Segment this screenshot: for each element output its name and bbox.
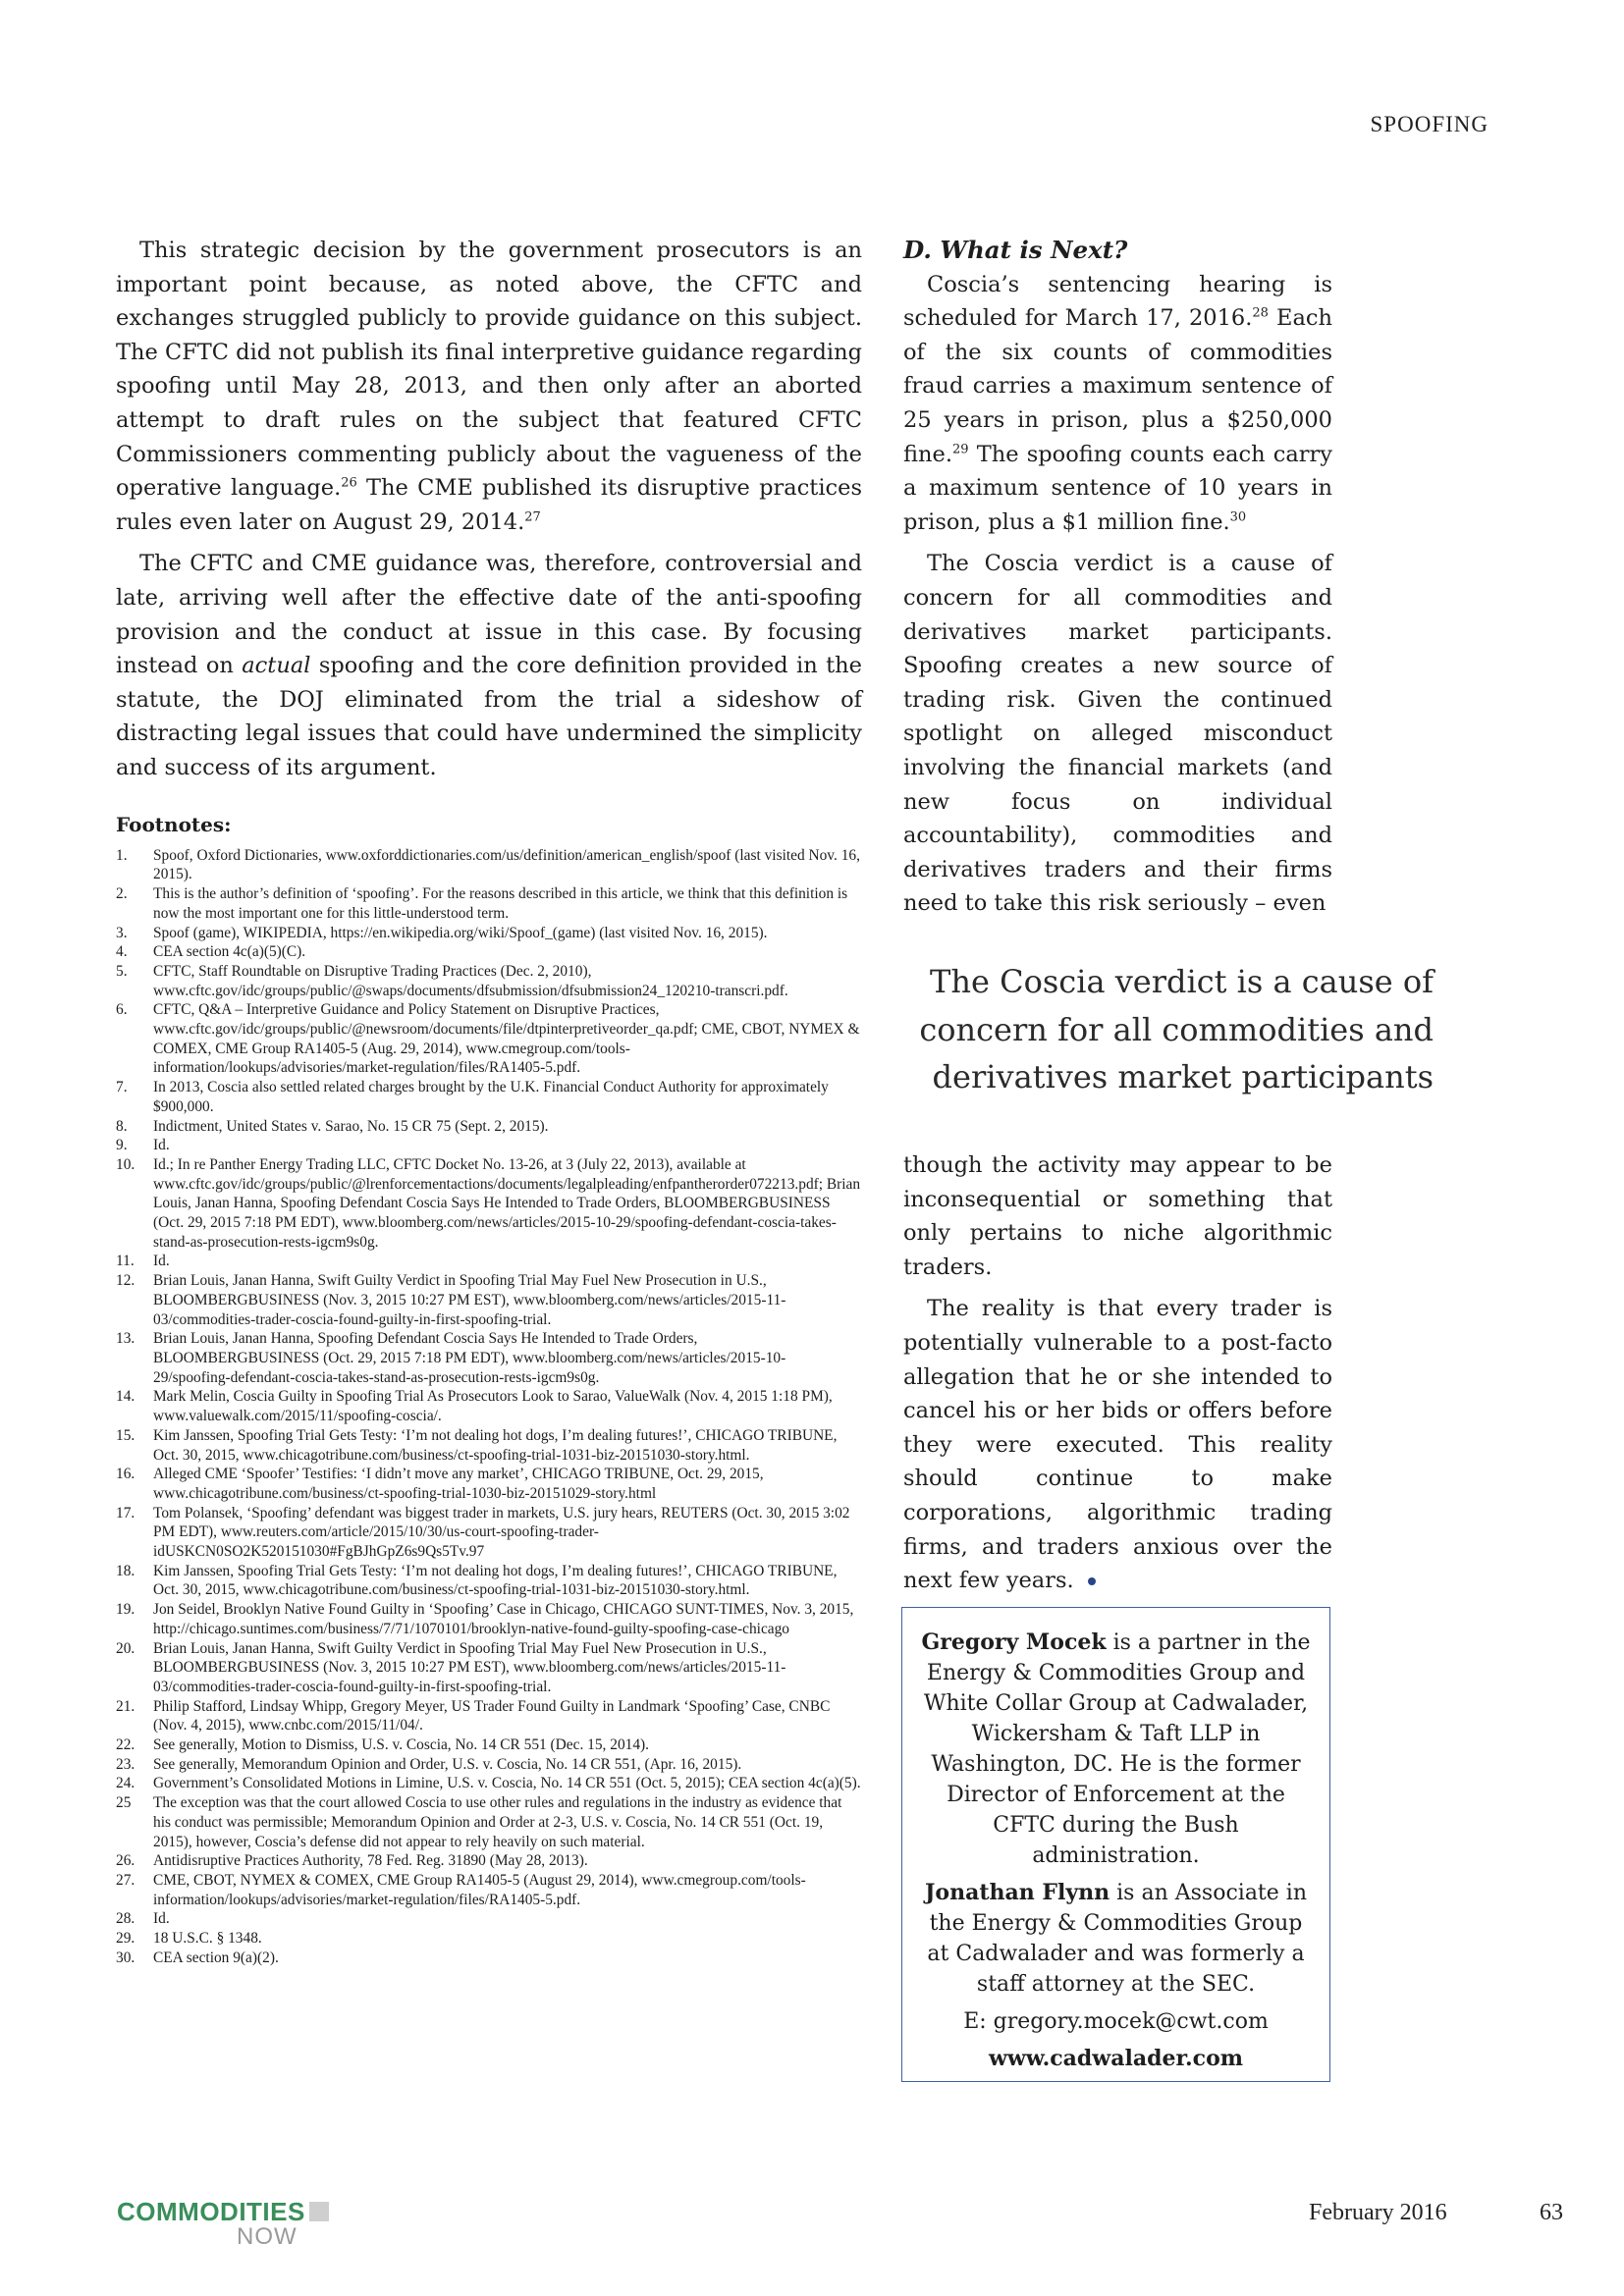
footnote-text: This is the author’s definition of ‘spoofing’. For the reasons described in this article, we think that this definition is now the most important one for this little-understood term.: [153, 885, 848, 922]
right-column-continued: [903, 1148, 1332, 1606]
footnote-text: CME, CBOT, NYMEX & COMEX, CME Group RA1405-5 (August 29, 2014), www.cmegroup.com/tools-information/lookups/advisories/market-regulation/files/RA1405-5.pdf.: [153, 1871, 806, 1908]
footnote-item: [116, 1755, 862, 1775]
footnote-text: CEA section 4c(a)(5)(C).: [153, 943, 306, 961]
footnote-item: [116, 1078, 862, 1116]
body-paragraph: The Coscia verdict is a cause of concern for all commodities and derivatives market participants. Spoofing creates a new source of trading risk. Given the continued spotlight on alleged misconduct involving the financial markets (and new focus on individual accountability), commodities and derivatives traders and their firms need to take this risk seriously – even: [903, 551, 1332, 917]
footnote-item: [116, 1000, 862, 1078]
footnote-item: [116, 1929, 862, 1949]
author-bio: Gregory Mocek is a partner in the Energy & Commodities Group and White Collar Group at Cadwalader, Wickersham & Taft LLP in Washington, DC. He is the former Director of Enforcement at the CFTC during the Bush administration.: [921, 1629, 1311, 1868]
footnote-text: Id.; In re Panther Energy Trading LLC, CFTC Docket No. 13-26, at 3 (July 22, 2013), available at www.cftc.gov/idc/groups/public/@lrenforcementactions/documents/legalpleading/enfpantherorder072213.pdf; Brian Louis, Janan Hanna, Spoofing Defendant Coscia Says He Intended to Trade Orders, BLOOMBERGBUSINESS (Oct. 29, 2015 7:18 PM EDT), www.bloomberg.com/news/articles/2015-10-29/spoofing-defendant-coscia-takes-stand-as-prosecution-rests-igcm9s0g.: [153, 1155, 861, 1251]
footnote-item: [116, 1271, 862, 1329]
body-paragraph: Coscia’s sentencing hearing is scheduled for March 17, 2016.28 Each of the six counts of commodities fraud carries a maximum sentence of 25 years in prison, plus a $250,000 fine.$^{29}$ The spoofing counts each carry a maximum sentence of 10 years in prison, plus a $1 million fine.$^{30}$: [903, 271, 1332, 535]
author-bio: Jonathan Flynn is an Associate in the Energy & Commodities Group at Cadwalader and was formerly a staff attorney at the SEC.: [925, 1880, 1307, 1997]
footnote-ref[interactable]: 29: [951, 442, 969, 457]
footnote-item: [116, 1909, 862, 1929]
end-of-article-bullet-icon: [1088, 1577, 1096, 1585]
footnote-item: [116, 846, 862, 884]
footnote-item: [116, 1562, 862, 1600]
section-heading: D. What is Next?: [903, 236, 1128, 264]
footnote-text: CFTC, Staff Roundtable on Disruptive Trading Practices (Dec. 2, 2010), www.cftc.gov/idc/groups/public/@swaps/documents/dfsubmission/dfsubmission24_120210-transcri.pdf.: [153, 962, 788, 999]
footnote-text: Government’s Consolidated Motions in Limine, U.S. v. Coscia, No. 14 CR 551 (Oct. 5, 2015); CEA section 4c(a)(5).: [153, 1775, 861, 1792]
footnote-text: Antidisruptive Practices Authority, 78 Fed. Reg. 31890 (May 28, 2013).: [153, 1852, 588, 1870]
footnote-item: [116, 1465, 862, 1503]
footnote-number: 1.: [116, 846, 128, 864]
footnote-text: The exception was that the court allowed Coscia to use other rules and regulations in the industry as evidence that his conduct was permissible; Memorandum Opinion and Order at 2-3, U.S. v. Coscia, No. 14 CR 551 (Oct. 19, 2015), however, Coscia’s defense did not appear to rely heavily on such material.: [153, 1794, 842, 1850]
footnote-text: Brian Louis, Janan Hanna, Spoofing Defendant Coscia Says He Intended to Trade Orders, BLOOMBERGBUSINESS (Oct. 29, 2015 7:18 PM EDT), www.bloomberg.com/news/articles/2015-10-29/spoofing-defendant-coscia-takes-stand-as-prosecution-rests-igcm9s0g.: [153, 1330, 786, 1386]
footnote-text: Brian Louis, Janan Hanna, Swift Guilty Verdict in Spoofing Trial May Fuel New Prosecution in U.S., BLOOMBERGBUSINESS (Nov. 3, 2015 10:27 PM EST), www.bloomberg.com/news/articles/2015-11-03/commodities-trader-coscia-found-guilty-in-first-spoofing-trial.: [153, 1639, 786, 1695]
author-email[interactable]: E: gregory.mocek@cwt.com: [963, 2009, 1269, 2034]
footnotes-list: [116, 846, 862, 1968]
footnote-ref[interactable]: 27: [524, 509, 541, 525]
footnote-item: [116, 1117, 862, 1137]
footnote-text: Indictment, United States v. Sarao, No. 15 CR 75 (Sept. 2, 2015).: [153, 1117, 549, 1135]
footnote-item: [116, 1735, 862, 1755]
footnote-number: 4.: [116, 943, 128, 961]
footnote-number: 28.: [116, 1910, 135, 1928]
footnote-item: [116, 1155, 862, 1253]
author-bio-box: [901, 1607, 1330, 2082]
footnote-item: [116, 1252, 862, 1271]
footnote-number: 16.: [116, 1466, 135, 1483]
footnote-text: Spoof, Oxford Dictionaries, www.oxforddictionaries.com/us/definition/american_english/spoof (last visited Nov. 16, 2015).: [153, 846, 860, 883]
footnote-number: 30.: [116, 1949, 135, 1966]
footnote-item: [116, 1504, 862, 1562]
website-link[interactable]: www.cadwalader.com: [988, 2046, 1244, 2071]
footnote-number: 21.: [116, 1697, 135, 1715]
footnote-number: 18.: [116, 1562, 135, 1579]
issue-date: February 2016: [1309, 2200, 1447, 2225]
footnote-item: [116, 1600, 862, 1638]
footnote-number: 3.: [116, 924, 128, 941]
footnote-text: Id.: [153, 1137, 170, 1154]
footnote-item: [116, 924, 862, 943]
footnotes-heading: Footnotes:: [116, 813, 232, 836]
footnote-number: 7.: [116, 1079, 128, 1096]
footnote-text: Brian Louis, Janan Hanna, Swift Guilty Verdict in Spoofing Trial May Fuel New Prosecution in U.S., BLOOMBERGBUSINESS (Nov. 3, 2015 10:27 PM EST), www.bloomberg.com/news/articles/2015-11-03/commodities-trader-coscia-found-guilty-in-first-spoofing-trial.: [153, 1272, 786, 1328]
footnote-item: [116, 962, 862, 1000]
footnote-text: Id.: [153, 1910, 170, 1928]
footnote-number: 10.: [116, 1155, 135, 1173]
footnote-item: [116, 1329, 862, 1387]
footnote-item: [116, 1774, 862, 1793]
footnote-text: Mark Melin, Coscia Guilty in Spoofing Trial As Prosecutors Look to Sarao, ValueWalk (Nov. 4, 2015 1:18 PM), www.valuewalk.com/2015/11/spoofing-coscia/.: [153, 1388, 833, 1425]
footnote-text: See generally, Motion to Dismiss, U.S. v. Coscia, No. 14 CR 551 (Dec. 15, 2014).: [153, 1736, 649, 1754]
footnote-text: Spoof (game), WIKIPEDIA, https://en.wikipedia.org/wiki/Spoof_(game) (last visited Nov. 16, 2015).: [153, 924, 768, 941]
footnote-number: 22.: [116, 1736, 135, 1754]
footnote-text: CFTC, Q&A – Interpretive Guidance and Policy Statement on Disruptive Practices, www.cftc.gov/idc/groups/public/@newsroom/documents/file/dtpinterpretiveorder_qa.pdf; CME, CBOT, NYMEX & COMEX, CME Group RA1405-5 (Aug. 29, 2014), www.cmegroup.com/tools-information/lookups/advisories/market-regulation/files/RA1405-5.pdf.: [153, 1001, 860, 1077]
footnote-item: [116, 884, 862, 923]
footnote-item: [116, 1697, 862, 1735]
footnote-text: Kim Janssen, Spoofing Trial Gets Testy: ‘I’m not dealing hot dogs, I’m dealing futures!’, CHICAGO TRIBUNE, Oct. 30, 2015, www.chicagotribune.com/business/ct-spoofing-trial-1031-biz-20151030-story.html.: [153, 1562, 838, 1599]
footnote-number: 5.: [116, 962, 128, 980]
footnote-number: 19.: [116, 1601, 135, 1619]
footnote-number: 6.: [116, 1001, 128, 1019]
footnote-number: 15.: [116, 1426, 135, 1444]
footnote-number: 23.: [116, 1755, 135, 1773]
footnote-number: 13.: [116, 1330, 135, 1348]
footnote-number: 11.: [116, 1253, 135, 1270]
footnote-number: 8.: [116, 1117, 128, 1135]
author-name: Jonathan Flynn: [925, 1880, 1110, 1905]
footnote-item: [116, 1639, 862, 1697]
footnote-text: In 2013, Coscia also settled related charges brought by the U.K. Financial Conduct Authority for approximately $900,000.: [153, 1079, 829, 1115]
commodities-now-logo: COMMODITIES NOW: [117, 2199, 329, 2249]
body-paragraph: The CFTC and CME guidance was, therefore, controversial and late, arriving well after the effective date of the anti-spoofing provision and the conduct at issue in this case. By focusing instead on actual spoofing and the core definition provided in the statute, the DOJ eliminated from the trial a sideshow of distracting legal issues that could have undermined the simplicity and success of its argument.: [116, 551, 862, 780]
footnote-number: 26.: [116, 1852, 135, 1870]
footnote-item: [116, 1851, 862, 1871]
body-paragraph: though the activity may appear to be inconsequential or something that only pertains to niche algorithmic traders.: [903, 1152, 1332, 1280]
body-paragraph: This strategic decision by the government prosecutors is an important point because, as noted above, the CFTC and exchanges struggled publicly to provide guidance on this subject. The CFTC did not publish its final interpretive guidance regarding spoofing until May 28, 2013, and then only after an aborted attempt to draft rules on the subject that featured CFTC Commissioners commenting publicly about the vagueness of the operative language.$^{26}$ The CME published its disruptive practices rules even later on August 29, 2014.27: [116, 238, 862, 535]
footnote-ref[interactable]: 28: [1252, 305, 1269, 321]
author-name: Gregory Mocek: [921, 1629, 1107, 1655]
footnote-text: Kim Janssen, Spoofing Trial Gets Testy: ‘I’m not dealing hot dogs, I’m dealing futures!’, CHICAGO TRIBUNE, Oct. 30, 2015, www.chicagotribune.com/business/ct-spoofing-trial-1031-biz-20151030-story.html.: [153, 1426, 838, 1464]
body-paragraph: The reality is that every trader is potentially vulnerable to a post-facto allegation that he or she intended to cancel his or her bids or offers before they were executed. This reality should continue to make corporations, algorithmic trading firms, and traders anxious over the next few years.: [903, 1296, 1332, 1594]
footnote-text: Jon Seidel, Brooklyn Native Found Guilty in ‘Spoofing’ Case in Chicago, CHICAGO SUNT-TIMES, Nov. 3, 2015, http://chicago.suntimes.com/business/7/71/1070101/brooklyn-native-found-guilty-spoofing-case-chicago: [153, 1601, 854, 1637]
footnote-number: 27.: [116, 1871, 135, 1889]
footnote-number: 29.: [116, 1930, 135, 1948]
footnote-text: 18 U.S.C. § 1348.: [153, 1930, 262, 1948]
footnote-text: CEA section 9(a)(2).: [153, 1949, 279, 1966]
footnote-number: 20.: [116, 1639, 135, 1657]
footnote-text: See generally, Memorandum Opinion and Order, U.S. v. Coscia, No. 14 CR 551, (Apr. 16, 2015).: [153, 1755, 742, 1773]
footnote-number: 24.: [116, 1775, 135, 1792]
footnotes-section: [116, 813, 862, 1967]
section-tag: SPOOFING: [1370, 112, 1489, 136]
logo-square-icon: [309, 2202, 329, 2221]
footnote-number: 25: [116, 1794, 132, 1812]
page-number: 63: [1540, 2200, 1563, 2225]
footnote-number: 14.: [116, 1388, 135, 1406]
footnote-item: [116, 1426, 862, 1465]
footnote-item: [116, 1387, 862, 1425]
footnote-number: 17.: [116, 1504, 135, 1522]
footnote-number: 12.: [116, 1272, 135, 1290]
footnote-number: 2.: [116, 885, 128, 903]
footnote-number: 9.: [116, 1137, 128, 1154]
right-column: [903, 234, 1332, 929]
footnote-text: Tom Polansek, ‘Spoofing’ defendant was biggest trader in markets, U.S. jury hears, REUTERS (Oct. 30, 2015 3:02 PM EDT), www.reuters.com/article/2015/10/30/us-court-spoofing-trader-idUSKCN0SO2K520151030#FgBJhGpZ6s9Qs5Tv.97: [153, 1504, 850, 1561]
footnote-ref[interactable]: 30: [1229, 509, 1247, 525]
footnote-text: Id.: [153, 1253, 170, 1270]
footnote-item: [116, 1871, 862, 1909]
footnote-item: [116, 1949, 862, 1968]
footnote-ref[interactable]: 26: [341, 475, 357, 491]
footnote-item: [116, 1793, 862, 1851]
left-column: [116, 234, 862, 793]
footnote-text: Alleged CME ‘Spoofer’ Testifies: ‘I didn’t move any market’, CHICAGO TRIBUNE, Oct. 29, 2015, www.chicagotribune.com/business/ct-spoofing-trial-1030-biz-20151029-story.html: [153, 1466, 764, 1502]
footnote-item: [116, 942, 862, 962]
pull-quote: The Coscia verdict is a cause of concern for all commodities and derivatives market participants: [919, 963, 1434, 1095]
footnote-text: Philip Stafford, Lindsay Whipp, Gregory Meyer, US Trader Found Guilty in Landmark ‘Spoofing’ Case, CNBC (Nov. 4, 2015), www.cnbc.com/2015/11/04/.: [153, 1697, 831, 1735]
footnote-item: [116, 1136, 862, 1155]
